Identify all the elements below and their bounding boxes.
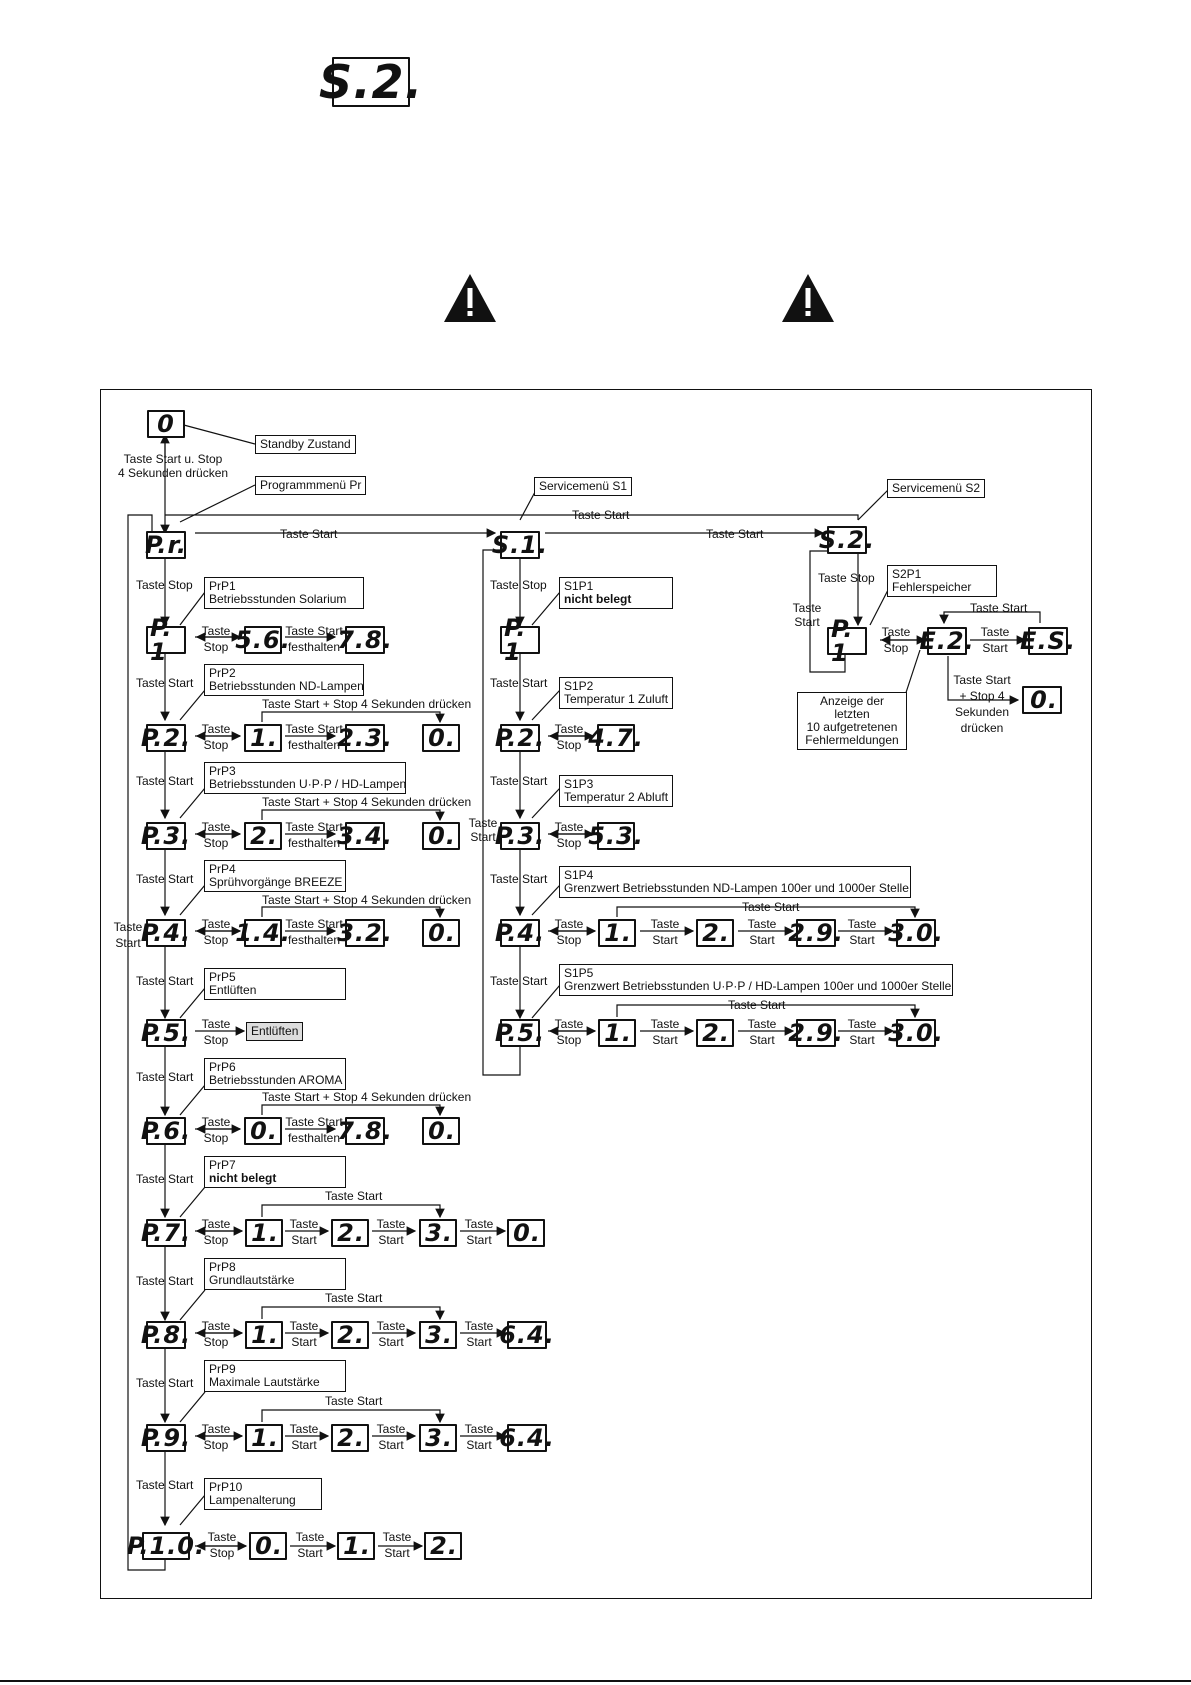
s2-loop-start: Start	[794, 615, 820, 629]
prp2-stop: Stop	[203, 738, 229, 752]
prp8-taste-a: Taste	[289, 1319, 319, 1333]
prp10-value-3: 2.	[424, 1532, 462, 1560]
prp5-label: PrP5 Entlüften	[204, 968, 346, 1000]
prp10-value-2: 1.	[337, 1532, 375, 1560]
s1p4-start-a: Start	[652, 933, 678, 947]
s2p1-taste-a: Taste	[980, 625, 1010, 639]
s2p1-start-a: Start	[982, 641, 1008, 655]
prp8-value-3: 3.	[419, 1321, 457, 1349]
s1p2-taste-start: Taste Start	[490, 774, 548, 788]
s2-loop-taste: Taste	[792, 601, 822, 615]
prp3-display: P.3.	[140, 822, 192, 850]
prp10-taste: Taste	[207, 1530, 237, 1544]
s1p5-start-b: Start	[749, 1033, 775, 1047]
prp7-start-c: Start	[466, 1233, 492, 1247]
s1-loop-start: Start	[470, 830, 496, 844]
prp2-label: PrP2 Betriebsstunden ND-Lampen	[204, 664, 364, 696]
prp8-taste-c: Taste	[464, 1319, 494, 1333]
prp2-value-2: 2.3.	[337, 724, 393, 752]
prp6-value-2: 7.8.	[337, 1117, 393, 1145]
prp3-start-stop-hint: Taste Start + Stop 4 Sekunden drücken	[262, 795, 472, 809]
standby-hint-line1: Taste Start u. Stop	[123, 452, 223, 466]
loop-taste-start-top: Taste Start	[572, 508, 630, 522]
p3-taste-start: Taste Start	[136, 872, 194, 886]
prp1-taste-start: Taste Start	[285, 624, 343, 638]
prp9-stop: Stop	[203, 1438, 229, 1452]
s1p5-stop: Stop	[556, 1033, 582, 1047]
prp3-value-1: 2.	[244, 822, 282, 850]
prp4-display: P.4.	[140, 919, 192, 947]
prp7-taste-c: Taste	[464, 1217, 494, 1231]
prp7-value-2: 2.	[331, 1219, 369, 1247]
s1p5-taste-c: Taste	[847, 1017, 877, 1031]
prp9-display: P.9.	[140, 1424, 192, 1452]
prp9-start-c: Start	[466, 1438, 492, 1452]
s2p1-display: P. 1	[827, 627, 867, 655]
standby-display: 0	[147, 410, 185, 438]
s2p1-value-2: E.S.	[1020, 627, 1076, 655]
prp7-start-b: Start	[378, 1233, 404, 1247]
prp8-value-4: 6.4.	[499, 1321, 555, 1349]
prp7-value-1: 1.	[245, 1219, 283, 1247]
prp2-value-1: 1.	[244, 724, 282, 752]
prp3-label: PrP3 Betriebsstunden U·P·P / HD-Lampen	[204, 762, 406, 794]
s1p4-taste-c: Taste	[847, 917, 877, 931]
s2p1-stop-4: + Stop 4	[959, 689, 1005, 703]
prp3-value-2: 3.4.	[337, 822, 393, 850]
s2p1-sekunden: Sekunden	[954, 705, 1010, 719]
pr-to-s1-label: Taste Start	[280, 527, 338, 541]
prp6-festhalten: festhalten	[287, 1131, 341, 1145]
s2p1-stop: Stop	[883, 641, 909, 655]
p8-taste-start: Taste Start	[136, 1376, 194, 1390]
prp9-taste: Taste	[201, 1422, 231, 1436]
pr-taste-stop: Taste Stop	[136, 578, 193, 592]
s2p1-druecken: drücken	[960, 721, 1004, 735]
s1p4-start-c: Start	[849, 933, 875, 947]
prp2-taste: Taste	[201, 722, 231, 736]
prp5-display: P.5.	[140, 1019, 192, 1047]
s1p2-stop: Stop	[556, 738, 582, 752]
prp7-label: PrP7 nicht belegt	[204, 1156, 346, 1188]
service-s2-display: S.2.	[818, 526, 876, 554]
prp2-value-3: 0.	[422, 724, 460, 752]
s1p5-value-3: 2.9.	[788, 1019, 844, 1047]
s1p1-label: S1P1 nicht belegt	[559, 577, 673, 609]
prp6-stop: Stop	[203, 1131, 229, 1145]
s1p5-value-4: 3.0.	[888, 1019, 944, 1047]
s1p5-start-a: Start	[652, 1033, 678, 1047]
s1p4-stop: Stop	[556, 933, 582, 947]
s1p2-display: P.2.	[494, 724, 546, 752]
prp8-value-2: 2.	[331, 1321, 369, 1349]
loop-taste-left: Taste	[113, 920, 143, 934]
s1p3-value-1: 5.3.	[588, 822, 644, 850]
prp1-display: P. 1	[146, 626, 186, 654]
s1p4-start-b: Start	[749, 933, 775, 947]
prp1-taste: Taste	[201, 624, 231, 638]
s1p3-stop: Stop	[556, 836, 582, 850]
standby-hint-line2: 4 Sekunden drücken	[118, 466, 229, 480]
prp4-stop: Stop	[203, 933, 229, 947]
s1p5-value-1: 1.	[598, 1019, 636, 1047]
prp7-start-a: Start	[291, 1233, 317, 1247]
s1p4-taste-b: Taste	[747, 917, 777, 931]
prp1-value-2: 7.8.	[337, 626, 393, 654]
s1p5-taste-a: Taste	[650, 1017, 680, 1031]
prp7-taste-start-loop: Taste Start	[325, 1189, 383, 1203]
prp10-value-1: 0.	[249, 1532, 287, 1560]
loop-start-left: Start	[115, 936, 141, 950]
prp4-start-stop-hint: Taste Start + Stop 4 Sekunden drücken	[262, 893, 472, 907]
prp4-value-1: 1.4.	[235, 919, 291, 947]
prp9-taste-a: Taste	[289, 1422, 319, 1436]
p4-taste-start: Taste Start	[136, 974, 194, 988]
s1p5-taste: Taste	[554, 1017, 584, 1031]
prp5-entlueften-button: Entlüften	[246, 1022, 303, 1041]
s2p1-value-3: 0.	[1022, 686, 1062, 714]
s2p1-label: S2P1 Fehlerspeicher	[887, 565, 997, 597]
s1-taste-stop: Taste Stop	[490, 578, 547, 592]
prp1-label: PrP1 Betriebsstunden Solarium	[204, 577, 364, 609]
p2-taste-start: Taste Start	[136, 774, 194, 788]
prp10-start-b: Start	[384, 1546, 410, 1560]
prp8-start-c: Start	[466, 1335, 492, 1349]
s2p1-taste-start-loop: Taste Start	[970, 601, 1028, 615]
prp9-taste-c: Taste	[464, 1422, 494, 1436]
prp10-taste-b: Taste	[382, 1530, 412, 1544]
prp9-taste-start-loop: Taste Start	[325, 1394, 383, 1408]
prp7-value-3: 3.	[419, 1219, 457, 1247]
prp3-festhalten: festhalten	[287, 836, 341, 850]
s1p4-taste: Taste	[554, 917, 584, 931]
prog-menu-label: Programmmenü Pr	[255, 476, 366, 495]
s1p5-taste-b: Taste	[747, 1017, 777, 1031]
prp1-value-1: 5.6.	[235, 626, 291, 654]
prp4-label: PrP4 Sprühvorgänge BREEZE	[204, 860, 346, 892]
prp9-start-a: Start	[291, 1438, 317, 1452]
prp6-taste-start: Taste Start	[285, 1115, 343, 1129]
s1p5-display: P.5.	[494, 1019, 546, 1047]
prp6-start-stop-hint: Taste Start + Stop 4 Sekunden drücken	[262, 1090, 472, 1104]
s1p4-display: P.4.	[494, 919, 546, 947]
s1p4-label: S1P4 Grenzwert Betriebsstunden ND-Lampen 100er und 1000er Stelle	[559, 866, 911, 898]
prp2-display: P.2.	[140, 724, 192, 752]
s1p4-value-2: 2.	[696, 919, 734, 947]
s1p1-taste-start: Taste Start	[490, 676, 548, 690]
prp3-taste: Taste	[201, 820, 231, 834]
p7-taste-start: Taste Start	[136, 1274, 194, 1288]
prp4-value-3: 0.	[422, 919, 460, 947]
prp3-stop: Stop	[203, 836, 229, 850]
prp8-value-1: 1.	[245, 1321, 283, 1349]
s1p4-taste-a: Taste	[650, 917, 680, 931]
prp6-value-1: 0.	[244, 1117, 282, 1145]
s1p3-taste-start: Taste Start	[490, 872, 548, 886]
prp6-taste: Taste	[201, 1115, 231, 1129]
s1p4-taste-start: Taste Start	[490, 974, 548, 988]
s2p1-taste-start-reset: Taste Start	[953, 673, 1011, 687]
s1p2-taste: Taste	[554, 722, 584, 736]
prp8-taste-b: Taste	[376, 1319, 406, 1333]
prp7-taste: Taste	[201, 1217, 231, 1231]
prp1-stop: Stop	[203, 640, 229, 654]
prp10-display: P.1.0.	[126, 1532, 206, 1560]
s1p5-taste-start-loop: Taste Start	[728, 998, 786, 1012]
s1p2-label: S1P2 Temperatur 1 Zuluft	[559, 677, 673, 709]
prp10-stop: Stop	[209, 1546, 235, 1560]
prp4-taste-start: Taste Start	[285, 917, 343, 931]
prp7-stop: Stop	[203, 1233, 229, 1247]
prp9-label: PrP9 Maximale Lautstärke	[204, 1360, 346, 1392]
p9-taste-start: Taste Start	[136, 1478, 194, 1492]
s2p1-value-1: E.2.	[919, 627, 975, 655]
prp9-start-b: Start	[378, 1438, 404, 1452]
prp10-start-a: Start	[297, 1546, 323, 1560]
p1-taste-start: Taste Start	[136, 676, 194, 690]
prp6-label: PrP6 Betriebsstunden AROMA	[204, 1058, 346, 1090]
s1p5-label: S1P5 Grenzwert Betriebsstunden U·P·P / HD-Lampen 100er und 1000er Stelle	[559, 964, 953, 996]
prp8-taste: Taste	[201, 1319, 231, 1333]
prp2-start-stop-hint: Taste Start + Stop 4 Sekunden drücken	[262, 697, 472, 711]
prp7-taste-b: Taste	[376, 1217, 406, 1231]
s1-loop-taste: Taste	[468, 816, 498, 830]
prp8-label: PrP8 Grundlautstärke	[204, 1258, 346, 1290]
prp6-display: P.6.	[140, 1117, 192, 1145]
s2p1-note: Anzeige der letzten 10 aufgetretenen Fehlermeldungen	[797, 692, 907, 750]
standby-label: Standby Zustand	[255, 435, 356, 454]
prp8-taste-start-loop: Taste Start	[325, 1291, 383, 1305]
prp5-taste: Taste	[201, 1017, 231, 1031]
prp4-value-2: 3.2.	[337, 919, 393, 947]
s1p4-value-3: 2.9.	[788, 919, 844, 947]
prp7-taste-a: Taste	[289, 1217, 319, 1231]
s1p5-start-c: Start	[849, 1033, 875, 1047]
header-display: S.2.	[318, 55, 424, 109]
prp7-display: P.7.	[140, 1219, 192, 1247]
service-s2-label: Servicemenü S2	[887, 479, 985, 498]
prp7-value-4: 0.	[507, 1219, 545, 1247]
prp3-taste-start: Taste Start	[285, 820, 343, 834]
prp9-value-1: 1.	[245, 1424, 283, 1452]
prp9-value-4: 6.4.	[499, 1424, 555, 1452]
s1p4-value-4: 3.0.	[888, 919, 944, 947]
prp9-value-2: 2.	[331, 1424, 369, 1452]
s1p5-value-2: 2.	[696, 1019, 734, 1047]
prp9-value-3: 3.	[419, 1424, 457, 1452]
s1p2-value-1: 4.7.	[588, 724, 644, 752]
prp8-start-b: Start	[378, 1335, 404, 1349]
prp8-stop: Stop	[203, 1335, 229, 1349]
s1p4-value-1: 1.	[598, 919, 636, 947]
prp3-value-3: 0.	[422, 822, 460, 850]
prp2-festhalten: festhalten	[287, 738, 341, 752]
s1-to-s2-label: Taste Start	[706, 527, 764, 541]
prp4-festhalten: festhalten	[287, 933, 341, 947]
page-bottom-rule	[0, 1680, 1191, 1682]
s2-taste-stop: Taste Stop	[818, 571, 875, 585]
prp1-festhalten: festhalten	[287, 640, 341, 654]
s1p4-taste-start-loop: Taste Start	[742, 900, 800, 914]
service-s1-display: S.1.	[491, 531, 549, 559]
p5-taste-start: Taste Start	[136, 1070, 194, 1084]
s1p3-taste: Taste	[554, 820, 584, 834]
prp6-value-3: 0.	[422, 1117, 460, 1145]
prp2-taste-start: Taste Start	[285, 722, 343, 736]
service-s1-label: Servicemenü S1	[534, 477, 632, 496]
prp8-display: P.8.	[140, 1321, 192, 1349]
prp10-label: PrP10 Lampenalterung	[204, 1478, 322, 1510]
prp9-taste-b: Taste	[376, 1422, 406, 1436]
s1p1-display: P. 1	[500, 626, 540, 654]
prp4-taste: Taste	[201, 917, 231, 931]
prog-menu-display: P.r.	[144, 531, 188, 559]
s1p3-display: P.3.	[494, 822, 546, 850]
prp8-start-a: Start	[291, 1335, 317, 1349]
prp5-stop: Stop	[203, 1033, 229, 1047]
p6-taste-start: Taste Start	[136, 1172, 194, 1186]
s2p1-taste: Taste	[881, 625, 911, 639]
s1p3-label: S1P3 Temperatur 2 Abluft	[559, 775, 673, 807]
prp10-taste-a: Taste	[295, 1530, 325, 1544]
